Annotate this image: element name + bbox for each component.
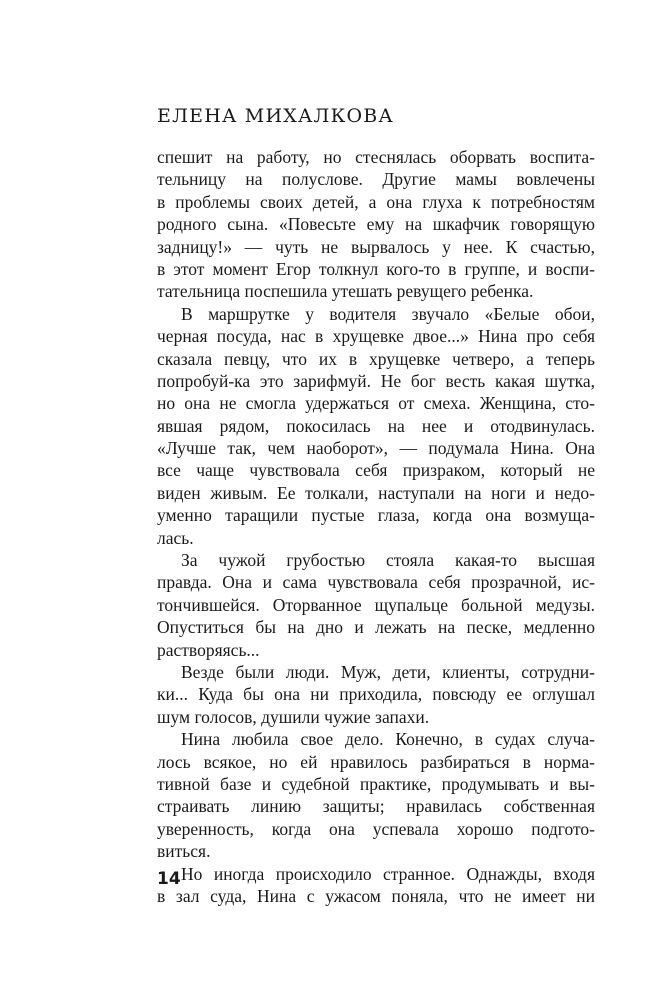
text-line: сказала певцу, что их в хрущевке четверо, а теперь <box>157 348 595 369</box>
text-line: растворяясь... <box>157 639 260 660</box>
text-line: В маршрутке у водителя звучало «Белые обои, <box>181 303 595 324</box>
text-line: но она не смогла удержаться от смеха. Женщина, сто- <box>157 393 595 414</box>
text-line: Опуститься бы на дно и лежать на песке, медленно <box>157 617 595 638</box>
text-line: страивать линию защиты; нравилась собственная <box>157 796 595 817</box>
text-line: ки... Куда бы она ни приходила, повсюду ее оглушал <box>157 684 595 705</box>
text-line: шум голосов, душили чужие запахи. <box>157 706 430 727</box>
text-line: «Лучше так, чем наоборот», — подумала Нина. Она <box>157 438 595 459</box>
text-line: в этот момент Егор толкнул кого-то в группе, и воспи- <box>157 258 595 279</box>
text-line: уверенность, когда она успевала хорошо подгото- <box>157 818 595 839</box>
text-line: лась. <box>157 527 194 548</box>
paragraph <box>157 549 595 661</box>
text-line: тивной базе и судебной практике, продумывать и вы- <box>157 773 595 794</box>
text-line: родного сына. «Повесьте ему на шкафчик говорящую <box>157 214 595 235</box>
text-line: Нина любила свое дело. Конечно, в судах случа- <box>181 729 595 750</box>
text-line: Но иногда происходило странное. Однажды, входя <box>181 863 595 884</box>
text-line: все чаще чувствовала себя призраком, который не <box>157 460 595 481</box>
body-text <box>157 146 595 907</box>
paragraph <box>157 146 595 303</box>
text-line: задницу!» — чуть не вырвалось у нее. К счастью, <box>157 236 595 257</box>
text-line: тательница поспешила утешать ревущего ребенка. <box>157 281 534 302</box>
text-line: явшая рядом, покосилась на нее и отодвинулась. <box>157 415 595 436</box>
paragraph <box>157 863 595 908</box>
text-line: уменно таращили пустые глаза, когда она возмуща- <box>157 505 595 526</box>
text-line: черная посуда, нас в хрущевке двое...» Нина про себя <box>157 326 595 347</box>
paragraph <box>157 303 595 549</box>
running-head-author: ЕЛЕНА МИХАЛКОВА <box>157 105 395 127</box>
page-number: 14 <box>157 869 181 889</box>
text-line: тельницу на полуслове. Другие мамы вовлечены <box>157 169 595 190</box>
text-line: лось всякое, но ей нравилось разбираться в норма- <box>157 751 595 772</box>
text-line: спешит на работу, но стеснялась оборвать воспита- <box>157 147 595 167</box>
paragraph <box>157 728 595 862</box>
text-line: в зал суда, Нина с ужасом поняла, что не имеет ни <box>157 885 595 906</box>
text-line: Везде были люди. Муж, дети, клиенты, сотрудни- <box>181 661 595 682</box>
text-line: попробуй-ка это зарифмуй. Не бог весть какая шутка, <box>157 370 595 391</box>
text-line: виться. <box>157 841 211 862</box>
text-line: виден живым. Ее толкали, наступали на ноги и недо- <box>157 482 595 503</box>
paragraph <box>157 661 595 728</box>
text-line: За чужой грубостью стояла какая-то высшая <box>181 550 595 571</box>
text-line: правда. Она и сама чувствовала себя прозрачной, ис- <box>157 572 595 593</box>
text-line: тончившейся. Оторванное щупальце больной медузы. <box>157 594 595 615</box>
text-line: в проблемы своих детей, а она глуха к потребностям <box>157 191 595 212</box>
